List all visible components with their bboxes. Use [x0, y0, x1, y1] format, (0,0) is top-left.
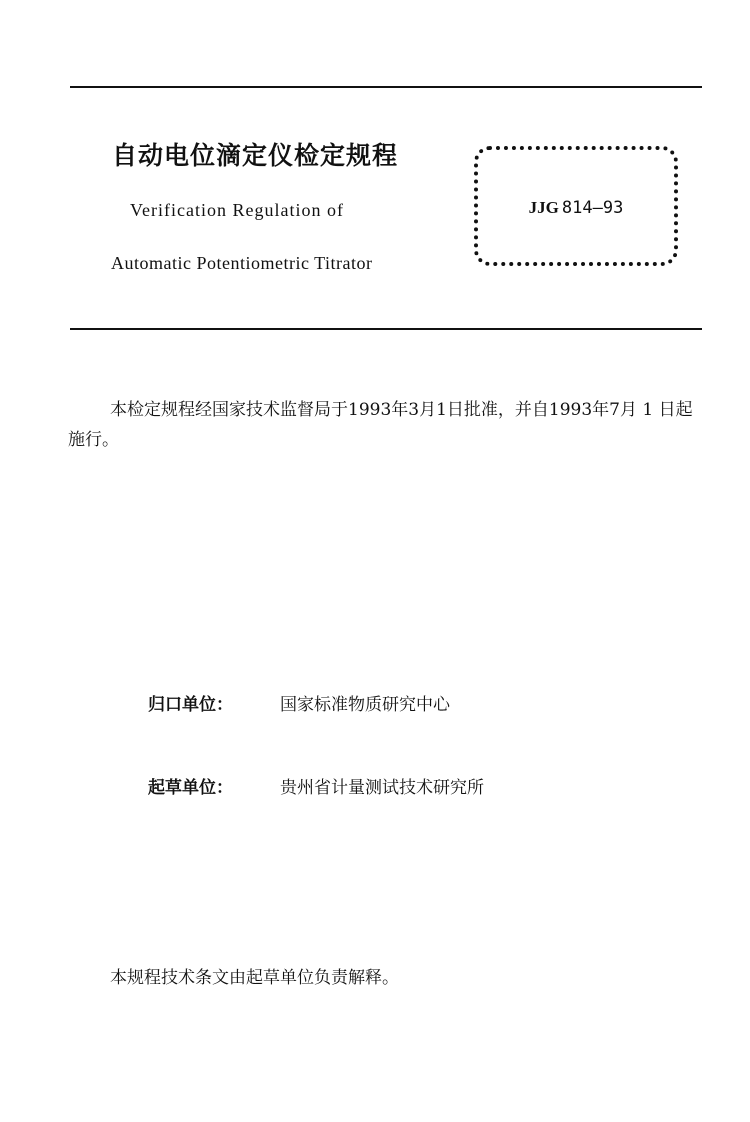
- regulation-code-number: 814—93: [561, 198, 624, 218]
- interpretation-statement: 本规程技术条文由起草单位负责解释。: [110, 968, 399, 988]
- responsible-unit-row: [148, 690, 450, 715]
- title-chinese: 自动电位滴定仪检定规程: [112, 141, 399, 170]
- regulation-code-box: [474, 146, 678, 266]
- regulation-code-prefix: JJG: [528, 198, 559, 217]
- title-english-line-2: Automatic Potentiometric Titrator: [111, 253, 373, 273]
- title-english-line-1: Verification Regulation of: [130, 200, 344, 220]
- drafting-unit-value: 贵州省计量测试技术研究所: [280, 778, 484, 798]
- drafting-unit-label: 起草单位：: [148, 778, 233, 798]
- responsible-unit-value: 国家标准物质研究中心: [280, 695, 450, 715]
- approval-statement: 本检定规程经国家技术监督局于1993年3月1日批准，并自1993年7月 1 日起施行。: [68, 400, 693, 450]
- top-rule: [70, 86, 702, 88]
- bottom-rule: [70, 328, 702, 330]
- drafting-unit-row: [148, 773, 484, 798]
- responsible-unit-label: 归口单位：: [148, 695, 233, 715]
- regulation-code: [478, 198, 674, 218]
